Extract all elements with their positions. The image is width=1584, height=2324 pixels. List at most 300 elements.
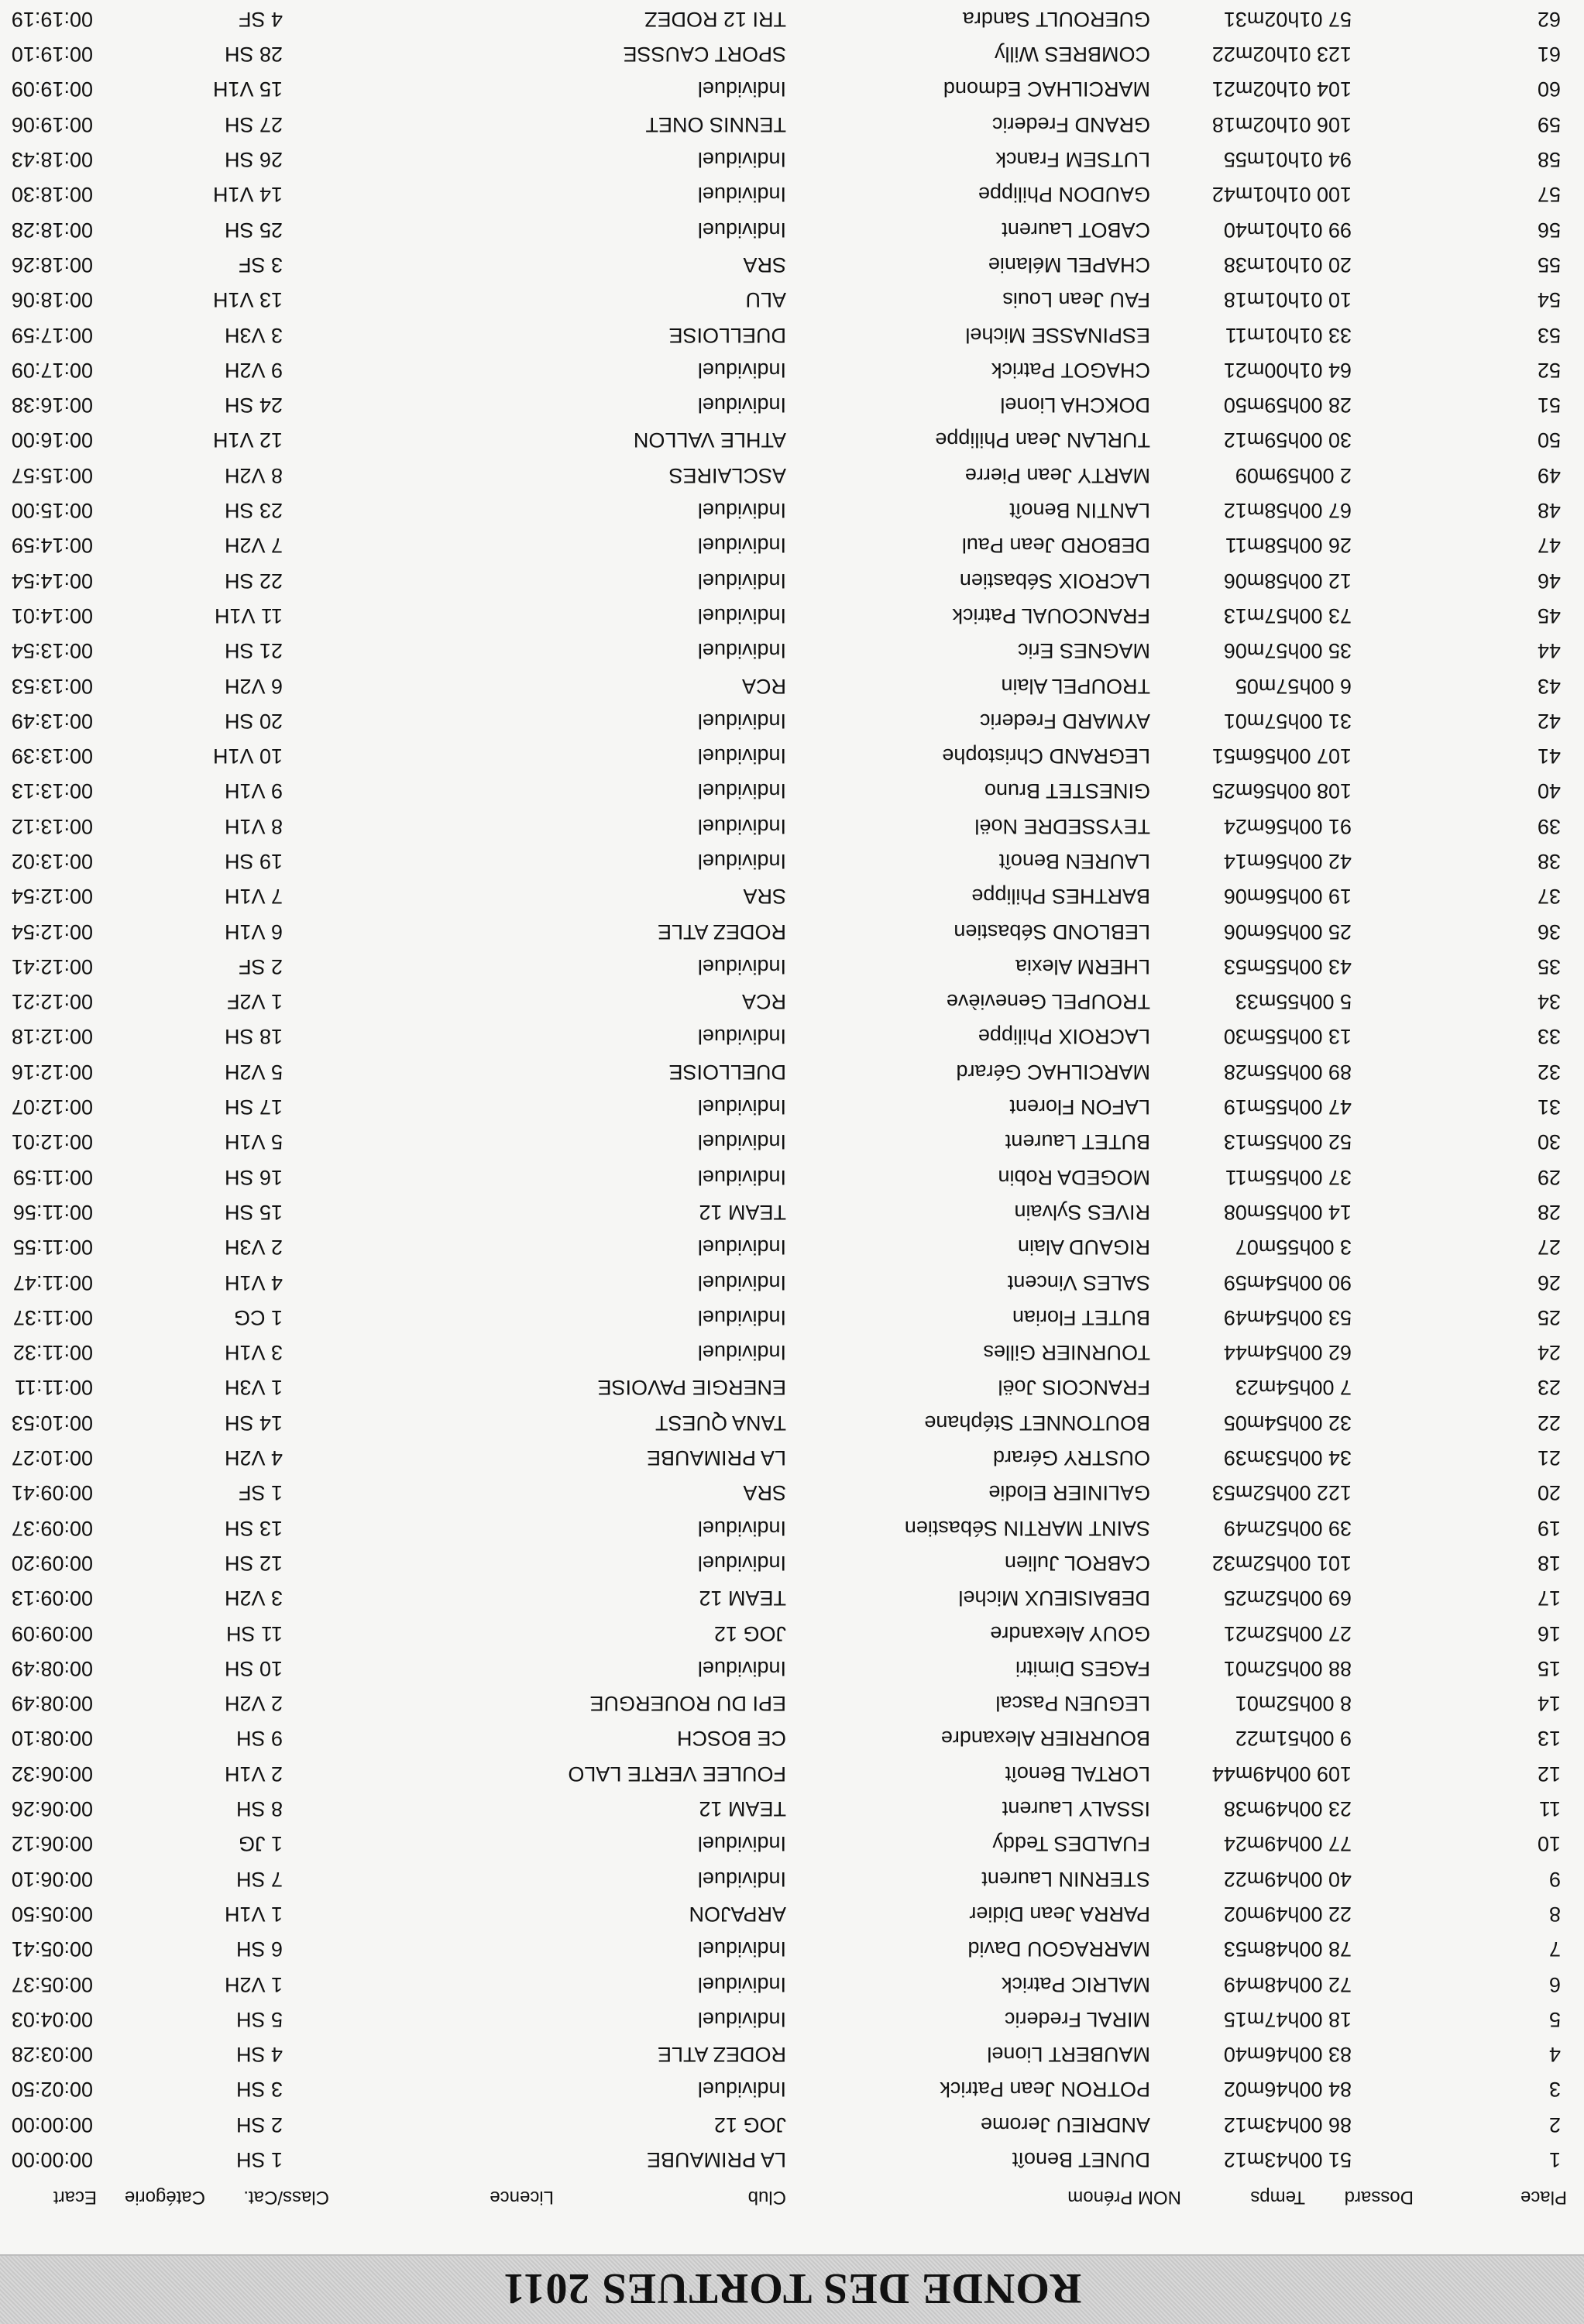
table-row <box>0 247 1584 282</box>
ecart-cell: 00:09:41 <box>11 1481 93 1505</box>
club-cell: Individuel <box>697 1656 786 1680</box>
name-cell: FAU Jean Louis <box>1002 288 1150 312</box>
table-row <box>0 1475 1584 1510</box>
ecart-cell: 00:14:59 <box>11 534 93 558</box>
ecart-cell: 00:13:49 <box>11 709 93 733</box>
club-cell: TANA QUEST <box>655 1411 786 1435</box>
class-cell: 11 V1H <box>214 603 283 627</box>
class-cell: 27 SH <box>224 112 283 136</box>
class-cell: 25 SH <box>224 218 283 242</box>
club-cell: JOG 12 <box>713 1621 786 1645</box>
ecart-cell: 00:13:02 <box>11 850 93 874</box>
name-cell: LHERM Alexia <box>1015 954 1150 978</box>
temps-cell: 84 00h46m02 <box>1223 2078 1352 2102</box>
club-cell: Individuel <box>697 183 786 207</box>
ecart-cell: 00:16:00 <box>11 428 93 452</box>
club-cell: ATHLE VALLON <box>633 428 786 452</box>
ecart-cell: 00:13:39 <box>11 744 93 768</box>
temps-cell: 14 00h55m08 <box>1223 1200 1352 1224</box>
place-cell: 4 <box>1548 2043 1561 2067</box>
ecart-cell: 00:15:00 <box>11 499 93 523</box>
place-cell: 46 <box>1537 569 1561 593</box>
table-row <box>0 1755 1584 1790</box>
class-cell: 10 V1H <box>212 744 283 768</box>
club-cell: Individuel <box>697 1095 786 1119</box>
name-cell: LACROIX Sébastien <box>959 569 1150 593</box>
table-row <box>0 598 1584 633</box>
ecart-cell: 00:06:26 <box>11 1797 93 1821</box>
temps-cell: 10 01h01m18 <box>1223 288 1352 312</box>
class-cell: 4 SF <box>238 7 283 31</box>
name-cell: LEBLOND Sébastien <box>953 920 1150 944</box>
ecart-cell: 00:18:43 <box>11 148 93 172</box>
temps-cell: 83 00h46m40 <box>1223 2043 1352 2067</box>
class-cell: 3 V2H <box>224 1587 283 1611</box>
temps-cell: 101 00h52m32 <box>1211 1551 1352 1575</box>
club-cell: SPORT CAUSSE <box>623 43 786 67</box>
class-cell: 9 V1H <box>224 779 283 803</box>
place-cell: 18 <box>1537 1551 1561 1575</box>
name-cell: DEBORD Jean Paul <box>961 534 1150 558</box>
temps-cell: 3 00h55m07 <box>1235 1236 1352 1260</box>
temps-cell: 67 00h58m12 <box>1223 499 1352 523</box>
name-cell: MARCILHAC Gérard <box>956 1060 1150 1084</box>
ecart-cell: 00:18:30 <box>11 183 93 207</box>
table-row <box>0 106 1584 141</box>
place-cell: 38 <box>1537 850 1561 874</box>
temps-cell: 23 00h49m38 <box>1223 1797 1352 1821</box>
ecart-cell: 00:09:13 <box>11 1587 93 1611</box>
name-cell: TROUPEL Geneviève <box>946 990 1150 1014</box>
name-cell: BARTHES Philippe <box>971 885 1150 909</box>
ecart-cell: 00:11:47 <box>12 1270 93 1294</box>
place-cell: 26 <box>1537 1270 1561 1294</box>
place-cell: 10 <box>1537 1832 1561 1856</box>
place-cell: 13 <box>1537 1727 1561 1751</box>
ecart-cell: 00:10:53 <box>11 1411 93 1435</box>
name-cell: FAGES Dimitri <box>1015 1656 1150 1680</box>
name-cell: LACROIX Philippe <box>978 1025 1150 1049</box>
name-cell: MALRIC Patrick <box>1001 1972 1150 1996</box>
table-row <box>0 457 1584 492</box>
name-cell: GRAND Frederic <box>991 112 1150 136</box>
club-cell: CE BOSCH <box>676 1727 786 1751</box>
temps-cell: 37 00h55m11 <box>1225 1165 1352 1189</box>
club-cell: Individuel <box>697 779 786 803</box>
place-cell: 28 <box>1537 1200 1561 1224</box>
club-cell: SRA <box>743 1481 786 1505</box>
temps-cell: 78 00h48m53 <box>1223 1937 1352 1961</box>
place-cell: 40 <box>1537 779 1561 803</box>
table-row <box>0 1826 1584 1861</box>
table-row <box>0 1931 1584 1966</box>
table-row <box>0 317 1584 352</box>
name-cell: ESPINASSE Michel <box>965 323 1150 347</box>
ecart-cell: 00:19:19 <box>11 7 93 31</box>
class-cell: 12 V1H <box>212 428 283 452</box>
temps-cell: 34 00h53m39 <box>1223 1446 1352 1470</box>
temps-cell: 64 01h00m21 <box>1223 358 1352 382</box>
club-cell: Individuel <box>697 850 786 874</box>
name-cell: BOUTONNET Stéphane <box>924 1411 1150 1435</box>
ecart-cell: 00:11:32 <box>12 1341 93 1365</box>
club-cell: Individuel <box>697 499 786 523</box>
class-cell: 7 V1H <box>224 885 283 909</box>
place-cell: 23 <box>1537 1376 1561 1400</box>
name-cell: DEBAISIEUX Michel <box>958 1587 1150 1611</box>
club-cell: JOG 12 <box>713 2113 786 2137</box>
club-cell: Individuel <box>697 77 786 101</box>
name-cell: TEYSSEDRE Noël <box>974 814 1150 838</box>
class-cell: 2 V2H <box>224 1692 283 1716</box>
place-cell: 21 <box>1537 1446 1561 1470</box>
temps-cell: 22 00h49m02 <box>1223 1902 1352 1926</box>
class-cell: 2 V3H <box>224 1236 283 1260</box>
club-cell: TEAM 12 <box>699 1587 786 1611</box>
ecart-cell: 00:11:55 <box>12 1236 93 1260</box>
ecart-cell: 00:08:49 <box>11 1692 93 1716</box>
name-cell: LEGUEN Pascal <box>995 1692 1150 1716</box>
ecart-cell: 00:19:06 <box>11 112 93 136</box>
ecart-cell: 00:13:12 <box>11 814 93 838</box>
temps-cell: 25 00h56m06 <box>1223 920 1352 944</box>
name-cell: BOURRIER Alexandre <box>940 1727 1150 1751</box>
class-cell: 1 CG <box>233 1305 283 1329</box>
table-row <box>0 1159 1584 1194</box>
temps-cell: 8 00h52m01 <box>1235 1692 1352 1716</box>
table-row <box>0 493 1584 528</box>
title-bar <box>0 2254 1584 2324</box>
page-title: RONDE DES TORTUES 2011 <box>502 2264 1082 2312</box>
class-cell: 23 SH <box>224 499 283 523</box>
temps-cell: 40 00h49m22 <box>1223 1867 1352 1891</box>
name-cell: LEGRAND Christophe <box>942 744 1150 768</box>
table-row <box>0 528 1584 562</box>
temps-cell: 7 00h54m23 <box>1235 1376 1352 1400</box>
name-cell: STERNIN Laurent <box>981 1867 1150 1891</box>
club-cell: DUELLOISE <box>668 1060 786 1084</box>
temps-cell: 69 00h52m25 <box>1223 1587 1352 1611</box>
table-row <box>0 1651 1584 1686</box>
table-row <box>0 142 1584 177</box>
club-cell: Individuel <box>697 954 786 978</box>
class-cell: 4 SH <box>235 2043 283 2067</box>
temps-cell: 72 00h48m49 <box>1223 1972 1352 1996</box>
ecart-cell: 00:06:32 <box>11 1762 93 1786</box>
place-cell: 24 <box>1537 1341 1561 1365</box>
temps-cell: 108 00h56m25 <box>1211 779 1352 803</box>
class-cell: 10 SH <box>224 1656 283 1680</box>
class-cell: 1 SF <box>238 1481 283 1505</box>
place-cell: 41 <box>1537 744 1561 768</box>
club-cell: Individuel <box>697 1165 786 1189</box>
ecart-cell: 00:17:59 <box>11 323 93 347</box>
club-cell: Individuel <box>697 148 786 172</box>
temps-cell: 27 00h52m21 <box>1223 1621 1352 1645</box>
table-row <box>0 738 1584 773</box>
temps-cell: 43 00h55m53 <box>1223 954 1352 978</box>
club-cell: Individuel <box>697 394 786 418</box>
class-cell: 8 V1H <box>224 814 283 838</box>
table-row <box>0 2002 1584 2037</box>
ecart-cell: 00:12:07 <box>11 1095 93 1119</box>
ecart-cell: 00:00:00 <box>11 2113 93 2137</box>
name-cell: LUTSEM Franck <box>995 148 1150 172</box>
class-cell: 1 V2F <box>226 990 283 1014</box>
ecart-cell: 00:11:37 <box>12 1305 93 1329</box>
temps-cell: 51 00h43m12 <box>1223 2148 1352 2171</box>
place-cell: 59 <box>1537 112 1561 136</box>
temps-cell: 90 00h54m59 <box>1223 1270 1352 1294</box>
place-cell: 1 <box>1548 2148 1561 2171</box>
place-cell: 61 <box>1537 43 1561 67</box>
temps-cell: 18 00h47m15 <box>1223 2007 1352 2031</box>
class-cell: 5 V2H <box>224 1060 283 1084</box>
club-cell: RCA <box>741 990 786 1014</box>
temps-cell: 39 00h52m49 <box>1223 1516 1352 1540</box>
club-cell: LA PRIMAUBE <box>646 1446 786 1470</box>
name-cell: MOGEDA Robin <box>998 1165 1150 1189</box>
ecart-cell: 00:12:54 <box>11 885 93 909</box>
name-cell: CHAPEL Mélanie <box>988 253 1150 277</box>
name-cell: FUALDES Teddy <box>992 1832 1150 1856</box>
class-cell: 6 V1H <box>224 920 283 944</box>
table-row <box>0 422 1584 457</box>
club-cell: Individuel <box>697 639 786 663</box>
table-row <box>0 282 1584 317</box>
place-cell: 51 <box>1537 394 1561 418</box>
ecart-cell: 00:15:57 <box>11 463 93 487</box>
name-cell: ISSALY Laurent <box>1002 1797 1150 1821</box>
club-cell: Individuel <box>697 1937 786 1961</box>
class-cell: 15 V1H <box>212 77 283 101</box>
temps-cell: 20 01h01m38 <box>1223 253 1352 277</box>
class-cell: 3 SF <box>238 253 283 277</box>
temps-cell: 28 00h59m50 <box>1223 394 1352 418</box>
class-cell: 17 SH <box>224 1095 283 1119</box>
ecart-cell: 00:12:54 <box>11 920 93 944</box>
temps-cell: 104 01h02m21 <box>1211 77 1352 101</box>
place-cell: 34 <box>1537 990 1561 1014</box>
name-cell: RIGAUD Alain <box>1017 1236 1150 1260</box>
table-row <box>0 1966 1584 2001</box>
club-cell: FOULEE VERTE LALO <box>568 1762 786 1786</box>
temps-cell: 5 00h55m33 <box>1235 990 1352 1014</box>
ecart-cell: 00:12:01 <box>11 1130 93 1154</box>
table-row <box>0 633 1584 668</box>
name-cell: GALINIER Elodie <box>988 1481 1150 1505</box>
class-cell: 26 SH <box>224 148 283 172</box>
club-cell: ENERGIE PAVOISE <box>597 1376 786 1400</box>
club-cell: Individuel <box>697 1270 786 1294</box>
place-cell: 2 <box>1548 2113 1561 2137</box>
name-cell: RIVES Sylvain <box>1014 1200 1150 1224</box>
club-cell: Individuel <box>697 709 786 733</box>
name-cell: CABOT Laurent <box>1002 218 1150 242</box>
club-cell: ARPAJON <box>689 1902 786 1926</box>
table-row <box>0 1791 1584 1826</box>
temps-cell: 77 00h49m24 <box>1223 1832 1352 1856</box>
ecart-cell: 00:19:09 <box>11 77 93 101</box>
class-cell: 12 SH <box>224 1551 283 1575</box>
class-cell: 2 V1H <box>224 1762 283 1786</box>
class-cell: 6 V2H <box>224 674 283 698</box>
table-row <box>0 1861 1584 1896</box>
class-cell: 19 SH <box>224 850 283 874</box>
ecart-cell: 00:19:10 <box>11 43 93 67</box>
table-row <box>0 2106 1584 2141</box>
table-row <box>0 1195 1584 1229</box>
place-cell: 37 <box>1537 885 1561 909</box>
place-cell: 19 <box>1537 1516 1561 1540</box>
table-row <box>0 1124 1584 1159</box>
club-cell: Individuel <box>697 2078 786 2102</box>
temps-cell: 91 00h56m24 <box>1223 814 1352 838</box>
ecart-cell: 00:05:41 <box>11 1937 93 1961</box>
ecart-cell: 00:11:56 <box>12 1200 93 1224</box>
temps-cell: 62 00h54m44 <box>1223 1341 1352 1365</box>
club-cell: Individuel <box>697 1236 786 1260</box>
temps-cell: 47 00h55m19 <box>1223 1095 1352 1119</box>
temps-cell: 53 00h54m49 <box>1223 1305 1352 1329</box>
club-cell: Individuel <box>697 2007 786 2031</box>
ecart-cell: 00:06:10 <box>11 1867 93 1891</box>
table-row <box>0 562 1584 597</box>
name-cell: OUSTRY Gérard <box>992 1446 1150 1470</box>
place-cell: 45 <box>1537 603 1561 627</box>
class-cell: 3 SH <box>235 2078 283 2102</box>
club-cell: Individuel <box>697 744 786 768</box>
class-cell: 14 SH <box>224 1411 283 1435</box>
class-cell: 11 SH <box>225 1621 283 1645</box>
place-cell: 30 <box>1537 1130 1561 1154</box>
name-cell: COMBRES Willy <box>995 43 1150 67</box>
class-cell: 16 SH <box>224 1165 283 1189</box>
temps-cell: 35 00h57m06 <box>1223 639 1352 663</box>
temps-cell: 2 00h59m09 <box>1235 463 1352 487</box>
place-cell: 60 <box>1537 77 1561 101</box>
club-cell: SRA <box>743 885 786 909</box>
table-row <box>0 36 1584 71</box>
place-cell: 44 <box>1537 639 1561 663</box>
table-row <box>0 1089 1584 1124</box>
table-row <box>0 1615 1584 1650</box>
class-cell: 22 SH <box>224 569 283 593</box>
ecart-cell: 00:18:26 <box>11 253 93 277</box>
club-cell: Individuel <box>697 1832 786 1856</box>
ecart-cell: 00:11:59 <box>12 1165 93 1189</box>
place-cell: 6 <box>1548 1972 1561 1996</box>
table-row <box>0 1686 1584 1721</box>
temps-cell: 73 00h57m13 <box>1223 603 1352 627</box>
table-row <box>0 1370 1584 1404</box>
club-cell: Individuel <box>697 1025 786 1049</box>
place-cell: 42 <box>1537 709 1561 733</box>
temps-cell: 89 00h55m28 <box>1223 1060 1352 1084</box>
place-cell: 36 <box>1537 920 1561 944</box>
temps-cell: 57 01h02m31 <box>1223 7 1352 31</box>
ecart-cell: 00:03:28 <box>11 2043 93 2067</box>
place-cell: 49 <box>1537 463 1561 487</box>
place-cell: 55 <box>1537 253 1561 277</box>
class-cell: 7 V2H <box>224 534 283 558</box>
class-cell: 1 SH <box>235 2148 283 2171</box>
table-row <box>0 2142 1584 2177</box>
name-cell: GINESTET Bruno <box>984 779 1150 803</box>
class-cell: 4 V2H <box>224 1446 283 1470</box>
name-cell: MAGNES Eric <box>1017 639 1150 663</box>
club-cell: Individuel <box>697 534 786 558</box>
club-cell: RCA <box>741 674 786 698</box>
table-row <box>0 1545 1584 1580</box>
ecart-cell: 00:13:53 <box>11 674 93 698</box>
place-cell: 50 <box>1537 428 1561 452</box>
temps-cell: 106 01h02m18 <box>1211 112 1352 136</box>
name-cell: MIRAL Frederic <box>1004 2007 1150 2031</box>
temps-cell: 33 01h01m11 <box>1225 323 1352 347</box>
table-row <box>0 984 1584 1019</box>
ecart-cell: 00:10:27 <box>11 1446 93 1470</box>
class-cell: 4 V1H <box>224 1270 283 1294</box>
temps-cell: 19 00h56m06 <box>1223 885 1352 909</box>
class-cell: 9 SH <box>235 1727 283 1751</box>
place-cell: 3 <box>1548 2078 1561 2102</box>
club-cell: Individuel <box>697 218 786 242</box>
name-cell: ANDRIEU Jerome <box>980 2113 1150 2137</box>
club-cell: TRI 12 RODEZ <box>644 7 786 31</box>
place-cell: 12 <box>1537 1762 1561 1786</box>
place-cell: 39 <box>1537 814 1561 838</box>
class-cell: 21 SH <box>224 639 283 663</box>
header-club: Club <box>747 2187 786 2208</box>
class-cell: 15 SH <box>224 1200 283 1224</box>
club-cell: LA PRIMAUBE <box>646 2148 786 2171</box>
class-cell: 3 V1H <box>224 1341 283 1365</box>
ecart-cell: 00:04:03 <box>11 2007 93 2031</box>
name-cell: MAUBERT Lionel <box>987 2043 1150 2067</box>
name-cell: CABROL Julien <box>1004 1551 1150 1575</box>
header-temps: Temps <box>1250 2187 1305 2208</box>
table-row <box>0 177 1584 211</box>
club-cell: DUELLOISE <box>668 323 786 347</box>
temps-cell: 31 00h57m01 <box>1223 709 1352 733</box>
ecart-cell: 00:02:50 <box>11 2078 93 2102</box>
table-row <box>0 211 1584 246</box>
name-cell: BUTET Florian <box>1012 1305 1150 1329</box>
temps-cell: 42 00h56m14 <box>1223 850 1352 874</box>
club-cell: RODEZ ATLE <box>657 2043 786 2067</box>
place-cell: 27 <box>1537 1236 1561 1260</box>
ecart-cell: 00:09:09 <box>11 1621 93 1645</box>
table-row <box>0 668 1584 703</box>
class-cell: 8 V2H <box>224 463 283 487</box>
table-row <box>0 703 1584 738</box>
place-cell: 16 <box>1537 1621 1561 1645</box>
name-cell: PARRA Jean Didier <box>969 1902 1150 1926</box>
header-licence: Licence <box>490 2187 554 2208</box>
class-cell: 6 SH <box>235 1937 283 1961</box>
table-row <box>0 1896 1584 1931</box>
class-cell: 18 SH <box>224 1025 283 1049</box>
temps-cell: 122 00h52m53 <box>1211 1481 1352 1505</box>
ecart-cell: 00:14:01 <box>11 603 93 627</box>
ecart-cell: 00:00:00 <box>11 2148 93 2171</box>
ecart-cell: 00:08:10 <box>11 1727 93 1751</box>
name-cell: SAINT MARTIN Sébastien <box>904 1516 1150 1540</box>
class-cell: 1 V3H <box>224 1376 283 1400</box>
club-cell: Individuel <box>697 1972 786 1996</box>
name-cell: MARRAGOU David <box>967 1937 1150 1961</box>
